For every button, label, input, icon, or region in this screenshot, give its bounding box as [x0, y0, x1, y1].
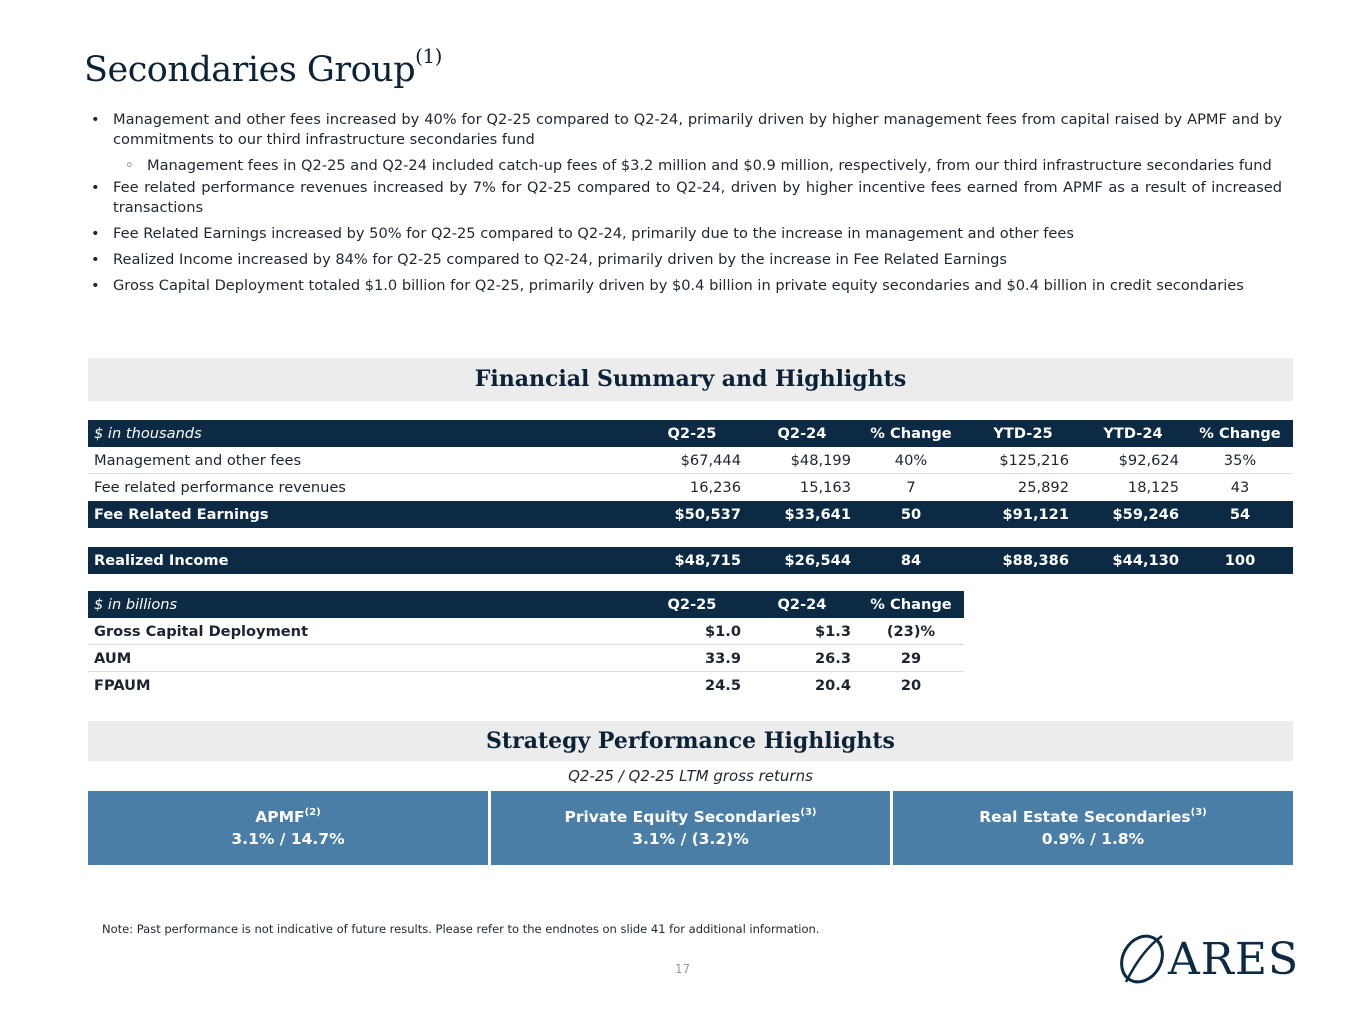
- strategy-performance-banner: Strategy Performance Highlights: [88, 721, 1293, 761]
- strategy-value: 0.9% / 1.8%: [1041, 830, 1145, 848]
- table-row: AUM 33.9 26.3 29: [88, 645, 964, 672]
- col-header-q2-24: Q2-24: [777, 425, 827, 442]
- bullet-item: • Fee Related Earnings increased by 50% for Q2-25 compared to Q2-24, primarily due to the increase in management and other fees: [88, 224, 1282, 244]
- capital-table: [88, 591, 964, 699]
- col-header-q2-25: Q2-25: [667, 425, 717, 442]
- sub-bullet-item: ◦ Management fees in Q2-25 and Q2-24 included catch-up fees of $3.2 million and $0.9 million, respectively, from our third infrastructure secondaries fund: [88, 156, 1282, 176]
- bullet-item: • Realized Income increased by 84% for Q2-25 compared to Q2-24, primarily driven by the increase in Fee Related Earnings: [88, 250, 1282, 270]
- bullet-item: • Gross Capital Deployment totaled $1.0 billion for Q2-25, primarily driven by $0.4 billion in private equity secondaries and $0.4 billion in credit secondaries: [88, 276, 1282, 296]
- strategy-box-apmf: APMF$^{(2)}$ 3.1% / 14.7%: [88, 791, 488, 865]
- bullet-item: • Management and other fees increased by 40% for Q2-25 compared to Q2-24, primarily driven by higher management fees from capital raised by APMF and by commitments to our third infrastructure secondaries fund: [88, 110, 1282, 150]
- col-header-ytd-24: YTD-24: [1103, 425, 1163, 442]
- page-title: Secondaries Group$^{(1)}$: [84, 44, 442, 90]
- fre-row: Fee Related Earnings $50,537 $33,641 50 $91,121 $59,246 54: [88, 501, 1293, 528]
- unit-label: $ in billions: [94, 596, 178, 613]
- financial-summary-banner: Financial Summary and Highlights: [88, 358, 1293, 401]
- strategy-box-pe-secondaries: Private Equity Secondaries$^{(3)}$ 3.1% / (3.2)%: [491, 791, 890, 865]
- table-row: Management and other fees $67,444 $48,199 40% $125,216 $92,624 35%: [88, 447, 1293, 474]
- table-header-row: $ in billions Q2-25 Q2-24 % Change: [88, 591, 964, 618]
- col-header-ytd-pct-change: % Change: [1199, 425, 1281, 442]
- logo-wordmark: ARES: [1168, 934, 1300, 985]
- col-header-ytd-25: YTD-25: [993, 425, 1053, 442]
- strategy-value: 3.1% / (3.2)%: [632, 830, 749, 848]
- bullet-list: [88, 110, 1282, 302]
- page-number: 17: [674, 962, 691, 976]
- unit-label: $ in thousands: [94, 425, 202, 442]
- table-row: Gross Capital Deployment $1.0 $1.3 (23)%: [88, 618, 964, 645]
- strategy-value: 3.1% / 14.7%: [231, 830, 345, 848]
- strategy-boxes: [88, 791, 1293, 865]
- realized-income-row: Realized Income $48,715 $26,544 84 $88,386 $44,130 100: [88, 547, 1293, 574]
- table-header-row: [88, 420, 1293, 447]
- financial-table: [88, 420, 1293, 574]
- bullet-item: • Fee related performance revenues increased by 7% for Q2-25 compared to Q2-24, driven by higher incentive fees earned from APMF as a result of increased transactions: [88, 178, 1282, 218]
- footnote: Note: Past performance is not indicative of future results. Please refer to the endnotes on slide 41 for additional information.: [102, 922, 820, 936]
- table-row: Fee related performance revenues 16,236 15,163 7 25,892 18,125 43: [94, 479, 1250, 496]
- footnote-marker: (1): [415, 44, 442, 68]
- strategy-subtitle: Q2-25 / Q2-25 LTM gross returns: [568, 767, 813, 785]
- table-row: FPAUM 24.5 20.4 20: [94, 677, 922, 694]
- strategy-box-re-secondaries: Real Estate Secondaries$^{(3)}$ 0.9% / 1.8%: [893, 791, 1293, 865]
- col-header-pct-change: % Change: [870, 425, 952, 442]
